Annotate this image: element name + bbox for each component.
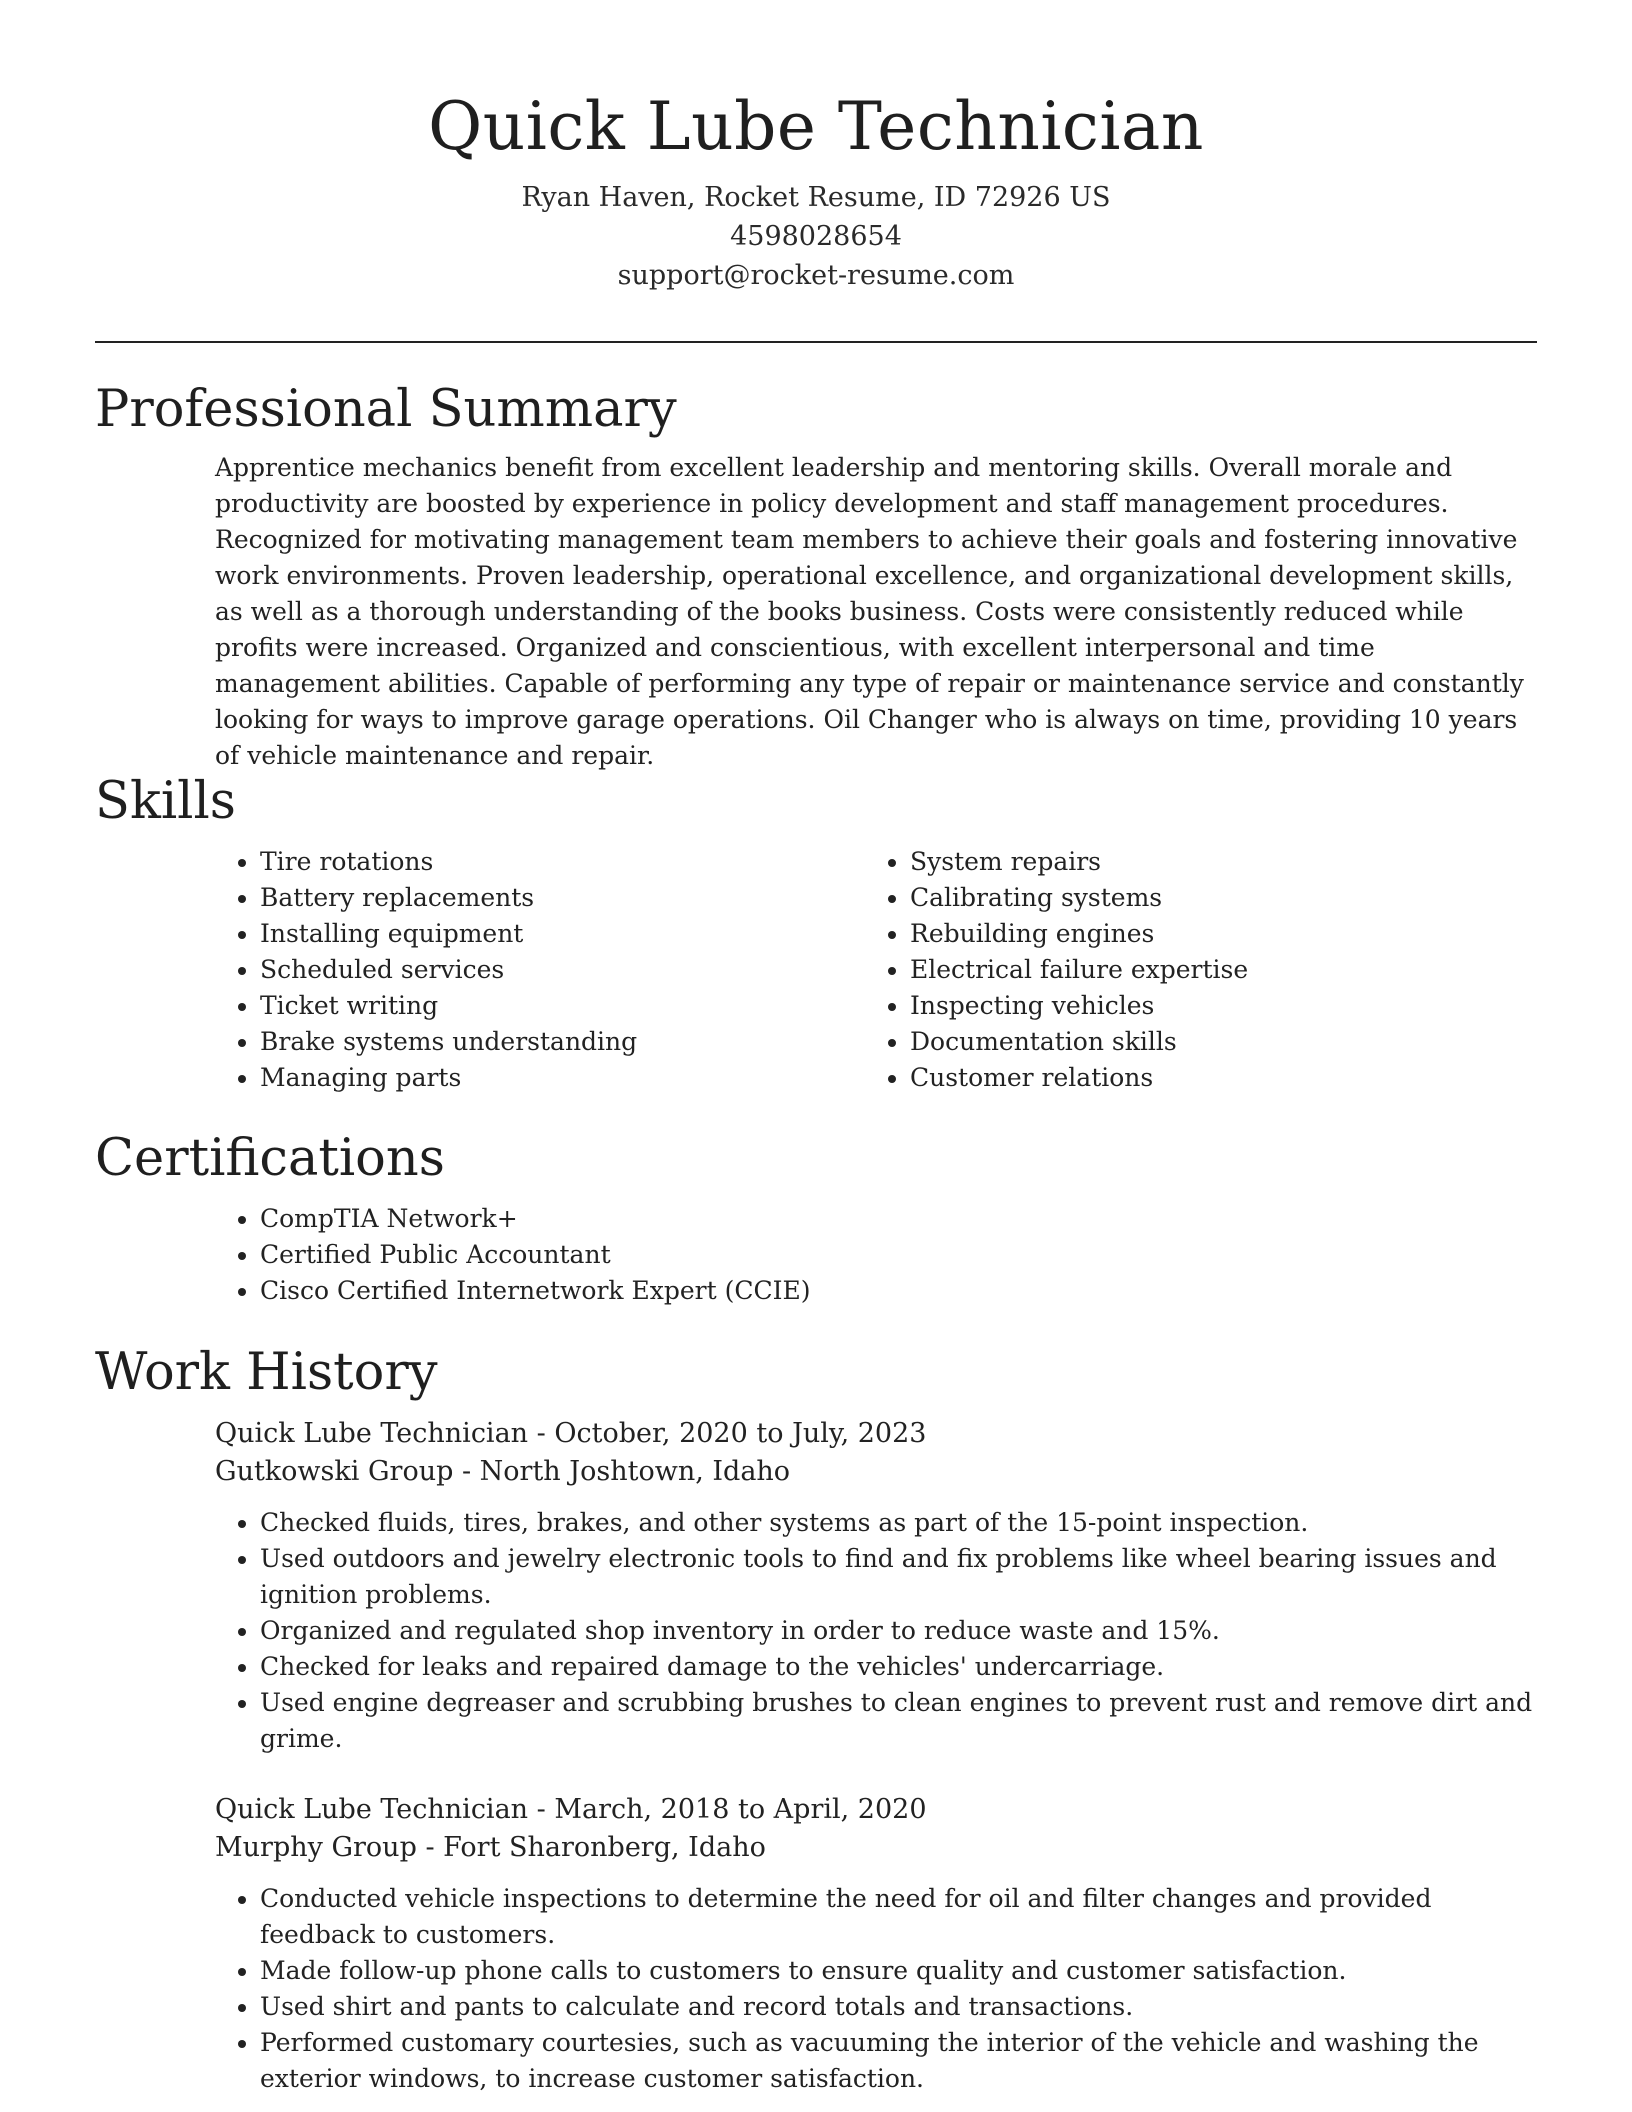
job-bullet: • Conducted vehicle inspections to determine the need for oil and filter changes and provided feedback to customers. xyxy=(260,1881,1537,1953)
contact-phone: 4598028654 xyxy=(730,221,902,252)
job-company-line xyxy=(215,1829,1537,1867)
job-location: - North Joshtown, Idaho xyxy=(453,1456,791,1487)
job-role: Quick Lube Technician xyxy=(215,1418,529,1449)
job-title-line xyxy=(215,1791,1537,1829)
skills-list-left xyxy=(95,844,910,1096)
skill-item: • System repairs xyxy=(910,844,1248,880)
skill-item: • Battery replacements xyxy=(260,880,910,916)
certifications-heading: Certifications xyxy=(95,1129,445,1188)
certification-item: • Cisco Certified Internetwork Expert (CCIE) xyxy=(260,1273,1537,1309)
work-history-section xyxy=(95,1341,1537,2097)
certifications-section xyxy=(95,1127,1537,1309)
header-divider xyxy=(95,341,1537,343)
skill-item: • Ticket writing xyxy=(260,988,910,1024)
job-bullet: • Checked for leaks and repaired damage to the vehicles' undercarriage. xyxy=(260,1649,1537,1685)
skill-item: • Calibrating systems xyxy=(910,880,1248,916)
summary-heading: Professional Summary xyxy=(95,380,677,439)
skill-item: • Scheduled services xyxy=(260,952,910,988)
contact-address: Ryan Haven, Rocket Resume, ID 72926 US xyxy=(521,182,1111,213)
contact-email: support@rocket-resume.com xyxy=(617,260,1015,291)
job-bullets xyxy=(215,1505,1537,1757)
job-dates: - October, 2020 to July, 2023 xyxy=(528,1418,927,1449)
summary-text: Apprentice mechanics benefit from excellent leadership and mentoring skills. Overall morale and productivity are boosted by experience in policy development and staff management procedures. Recognized for motivating management team members to achieve their goals and fostering innovative work environments. Proven leadership, operational excellence, and organizational development skills, as well as a thorough understanding of the books business. Costs were consistently reduced while profits were increased. Organized and conscientious, with excellent interpersonal and time management abilities. Capable of performing any type of repair or maintenance service and constantly looking for ways to improve garage operations. Oil Changer who is always on time, providing 10 years of vehicle maintenance and repair. xyxy=(215,453,1524,770)
skills-list-right xyxy=(910,844,1248,1096)
skill-item: • Tire rotations xyxy=(260,844,910,880)
job-company-line xyxy=(215,1453,1537,1491)
skill-item: • Electrical failure expertise xyxy=(910,952,1248,988)
job-role: Quick Lube Technician xyxy=(215,1794,529,1825)
job-location: - Fort Sharonberg, Idaho xyxy=(416,1832,766,1863)
skill-item: • Inspecting vehicles xyxy=(910,988,1248,1024)
job-title-line xyxy=(215,1415,1537,1453)
skill-item: • Rebuilding engines xyxy=(910,916,1248,952)
skills-section xyxy=(95,770,1537,1096)
skill-item: • Installing equipment xyxy=(260,916,910,952)
job-dates: - March, 2018 to April, 2020 xyxy=(528,1794,927,1825)
work-history-heading: Work History xyxy=(95,1343,438,1402)
job-bullet: • Used outdoors and jewelry electronic tools to find and fix problems like wheel bearing issues and ignition problems. xyxy=(260,1541,1537,1613)
contact-block xyxy=(0,178,1632,295)
job-company: Gutkowski Group xyxy=(215,1456,454,1487)
job-bullet: • Made follow-up phone calls to customers to ensure quality and customer satisfaction. xyxy=(260,1953,1537,1989)
skill-item: • Brake systems understanding xyxy=(260,1024,910,1060)
certification-item: • CompTIA Network+ xyxy=(260,1201,1537,1237)
job-bullet: • Used shirt and pants to calculate and record totals and transactions. xyxy=(260,1989,1537,2025)
resume-header xyxy=(0,0,1632,295)
skills-columns xyxy=(95,844,1537,1096)
job-bullet: • Checked fluids, tires, brakes, and other systems as part of the 15-point inspection. xyxy=(260,1505,1537,1541)
job-bullet: • Used engine degreaser and scrubbing brushes to clean engines to prevent rust and remove dirt and grime. xyxy=(260,1685,1537,1757)
job-bullets xyxy=(215,1881,1537,2097)
job-entry xyxy=(215,1791,1537,2097)
job-company: Murphy Group xyxy=(215,1832,417,1863)
job-bullet: • Performed customary courtesies, such as vacuuming the interior of the vehicle and washing the exterior windows, to increase customer satisfaction. xyxy=(260,2025,1537,2097)
certification-item: • Certified Public Accountant xyxy=(260,1237,1537,1273)
summary-section xyxy=(95,378,1537,774)
skill-item: • Customer relations xyxy=(910,1060,1248,1096)
certifications-list xyxy=(95,1201,1537,1309)
job-entry xyxy=(215,1415,1537,1757)
candidate-name: Quick Lube Technician xyxy=(428,88,1204,165)
skill-item: • Managing parts xyxy=(260,1060,910,1096)
skill-item: • Documentation skills xyxy=(910,1024,1248,1060)
skills-heading: Skills xyxy=(95,772,236,831)
job-bullet: • Organized and regulated shop inventory in order to reduce waste and 15%. xyxy=(260,1613,1537,1649)
